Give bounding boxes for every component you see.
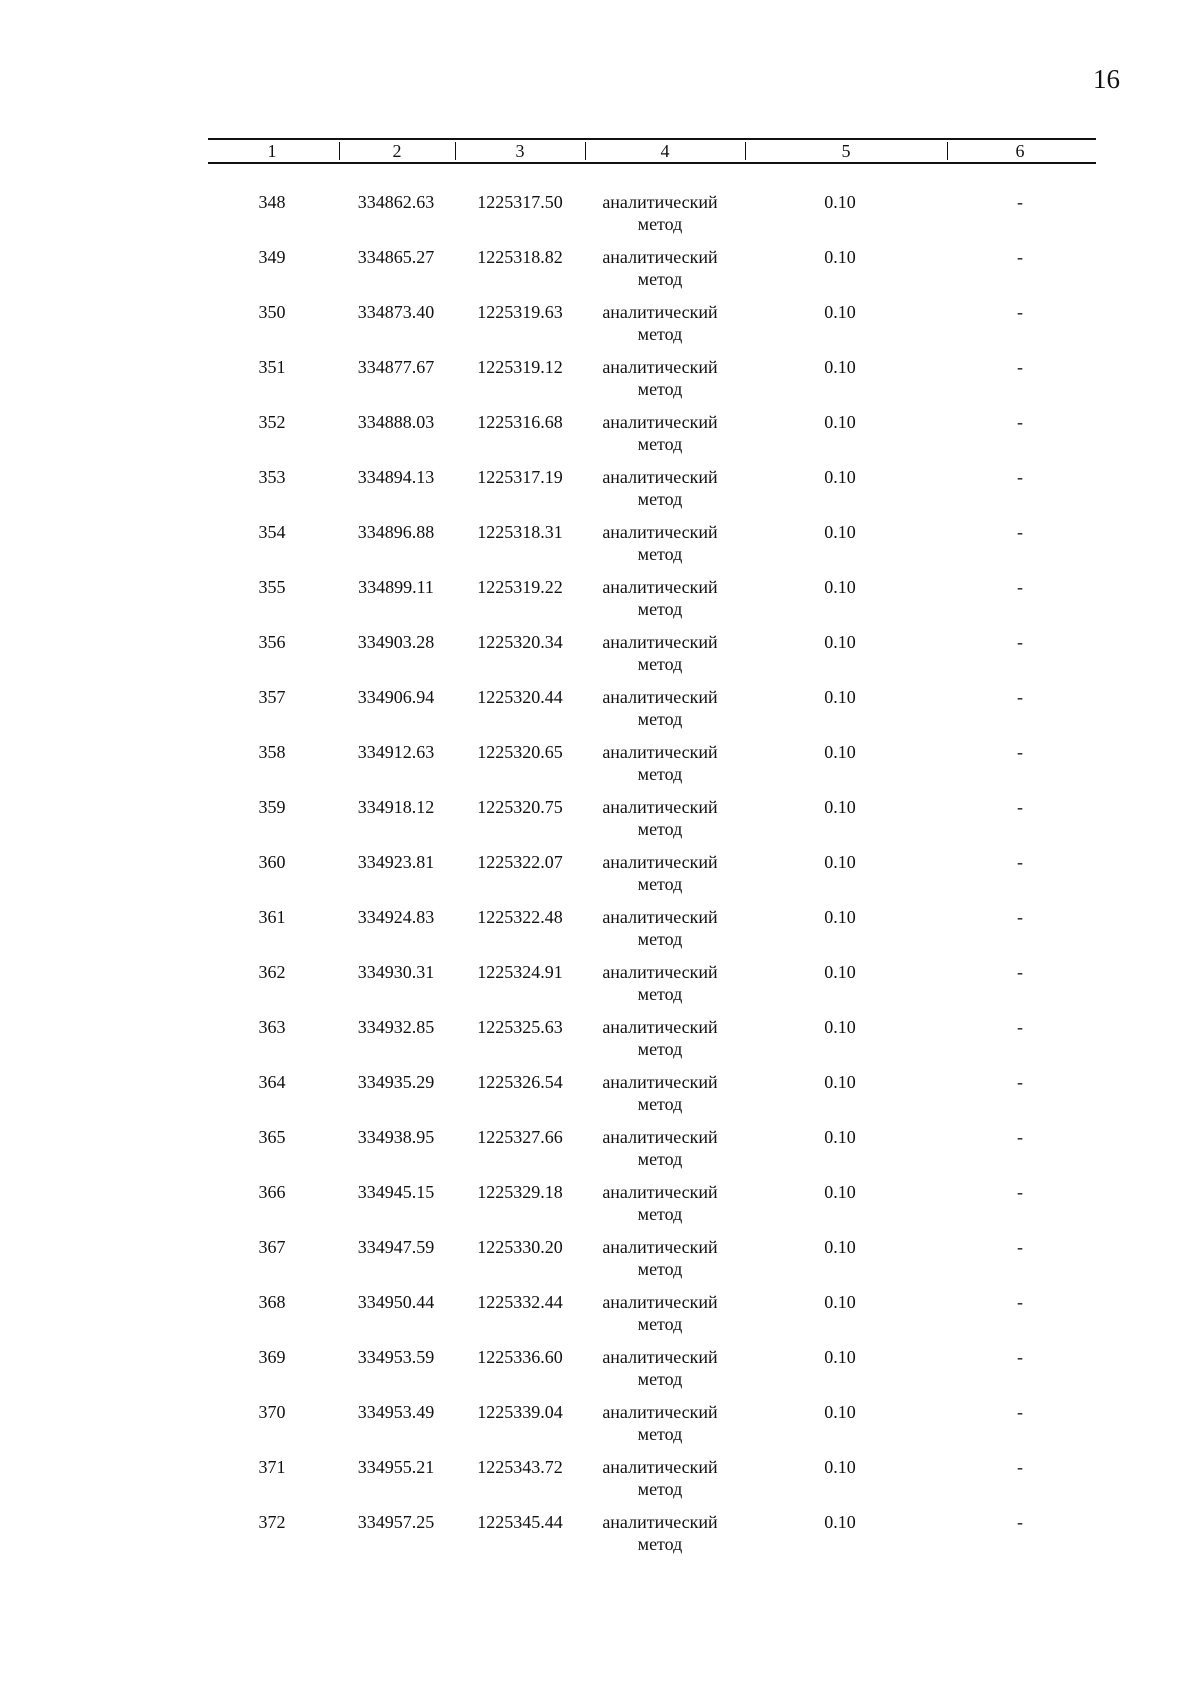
method-text-line-2: метод [637, 214, 683, 234]
note-value: - [1017, 247, 1023, 267]
column-header-2: 2 [392, 141, 402, 161]
coordinate-x: 334899.11 [358, 577, 434, 597]
method-text-line-2: метод [637, 1094, 683, 1114]
accuracy-value: 0.10 [824, 1182, 856, 1202]
point-number: 361 [258, 907, 286, 927]
table-row [0, 1344, 1200, 1399]
coordinate-y: 1225332.44 [477, 1292, 563, 1312]
accuracy-value: 0.10 [824, 302, 856, 322]
point-number: 354 [258, 522, 286, 542]
method-text-line-1: аналитический [602, 852, 718, 872]
table-row [0, 1454, 1200, 1509]
note-value: - [1017, 467, 1023, 487]
accuracy-value: 0.10 [824, 1457, 856, 1477]
method-cell [585, 851, 735, 895]
note-value: - [1017, 357, 1023, 377]
coordinate-x: 334947.59 [357, 1237, 435, 1257]
coordinate-y: 1225320.44 [477, 687, 563, 707]
coordinate-y: 1225330.20 [477, 1237, 563, 1257]
method-text-line-2: метод [637, 1149, 683, 1169]
coordinate-y: 1225326.54 [477, 1072, 563, 1092]
table-row [0, 1069, 1200, 1124]
method-text-line-2: метод [637, 1039, 683, 1059]
method-text-line-1: аналитический [602, 247, 718, 267]
table-row [0, 1179, 1200, 1234]
coordinate-y: 1225320.75 [477, 797, 563, 817]
table-row [0, 189, 1200, 244]
table-body [0, 189, 1200, 1564]
coordinate-x: 334896.88 [357, 522, 435, 542]
accuracy-value: 0.10 [824, 1072, 856, 1092]
table-row [0, 1509, 1200, 1564]
table-row [0, 849, 1200, 904]
method-cell [585, 1291, 735, 1335]
point-number: 365 [258, 1127, 286, 1147]
method-cell [585, 741, 735, 785]
method-cell [585, 356, 735, 400]
method-text-line-2: метод [637, 379, 683, 399]
method-cell [585, 906, 735, 950]
method-cell [585, 1401, 735, 1445]
accuracy-value: 0.10 [824, 467, 856, 487]
method-text-line-1: аналитический [602, 1347, 718, 1367]
method-text-line-1: аналитический [602, 577, 718, 597]
accuracy-value: 0.10 [824, 192, 856, 212]
coordinate-y: 1225345.44 [477, 1512, 563, 1532]
method-cell [585, 191, 735, 235]
method-text-line-2: метод [637, 654, 683, 674]
note-value: - [1017, 412, 1023, 432]
method-text-line-1: аналитический [602, 302, 718, 322]
method-text-line-1: аналитический [602, 907, 718, 927]
coordinate-x: 334938.95 [357, 1127, 435, 1147]
point-number: 362 [258, 962, 286, 982]
method-cell [585, 466, 735, 510]
method-cell [585, 1346, 735, 1390]
table-row [0, 519, 1200, 574]
table-row [0, 739, 1200, 794]
point-number: 353 [258, 467, 286, 487]
coordinate-x: 334935.29 [357, 1072, 435, 1092]
column-header-3: 3 [515, 141, 525, 161]
method-text-line-1: аналитический [602, 192, 718, 212]
coordinate-x: 334957.25 [357, 1512, 435, 1532]
coordinate-y: 1225318.31 [477, 522, 563, 542]
point-number: 355 [258, 577, 286, 597]
note-value: - [1017, 907, 1023, 927]
note-value: - [1017, 1237, 1023, 1257]
method-text-line-1: аналитический [602, 632, 718, 652]
method-cell [585, 686, 735, 730]
table-row [0, 244, 1200, 299]
method-cell [585, 1181, 735, 1225]
method-text-line-1: аналитический [602, 797, 718, 817]
method-text-line-2: метод [637, 929, 683, 949]
coordinate-y: 1225327.66 [477, 1127, 563, 1147]
coordinate-y: 1225343.72 [477, 1457, 563, 1477]
table-row [0, 299, 1200, 354]
note-value: - [1017, 962, 1023, 982]
accuracy-value: 0.10 [824, 1347, 856, 1367]
note-value: - [1017, 1347, 1023, 1367]
point-number: 366 [258, 1182, 286, 1202]
accuracy-value: 0.10 [824, 247, 856, 267]
coordinate-y: 1225322.48 [477, 907, 563, 927]
coordinate-x: 334953.49 [357, 1402, 435, 1422]
method-text-line-2: метод [637, 1259, 683, 1279]
accuracy-value: 0.10 [824, 1292, 856, 1312]
note-value: - [1017, 1512, 1023, 1532]
coordinate-x: 334953.59 [357, 1347, 435, 1367]
point-number: 364 [258, 1072, 286, 1092]
method-text-line-1: аналитический [602, 522, 718, 542]
coordinate-x: 334862.63 [357, 192, 435, 212]
method-text-line-1: аналитический [602, 1237, 718, 1257]
accuracy-value: 0.10 [824, 577, 856, 597]
point-number: 348 [258, 192, 286, 212]
method-text-line-1: аналитический [602, 1017, 718, 1037]
coordinate-x: 334873.40 [357, 302, 435, 322]
coordinate-y: 1225324.91 [477, 962, 563, 982]
table-row [0, 1399, 1200, 1454]
point-number: 368 [258, 1292, 286, 1312]
method-text-line-2: метод [637, 1534, 683, 1554]
point-number: 363 [258, 1017, 286, 1037]
coordinate-y: 1225336.60 [477, 1347, 563, 1367]
table-row [0, 904, 1200, 959]
point-number: 350 [258, 302, 286, 322]
note-value: - [1017, 742, 1023, 762]
coordinate-y: 1225319.12 [477, 357, 563, 377]
column-header-1: 1 [267, 141, 277, 161]
coordinate-y: 1225320.65 [477, 742, 563, 762]
method-text-line-2: метод [637, 489, 683, 509]
coordinate-x: 334903.28 [357, 632, 435, 652]
method-cell [585, 1236, 735, 1280]
method-text-line-2: метод [637, 1204, 683, 1224]
method-cell [585, 521, 735, 565]
note-value: - [1017, 522, 1023, 542]
note-value: - [1017, 687, 1023, 707]
table-row [0, 629, 1200, 684]
accuracy-value: 0.10 [824, 1237, 856, 1257]
coordinate-x: 334930.31 [357, 962, 435, 982]
note-value: - [1017, 1402, 1023, 1422]
method-text-line-2: метод [637, 1424, 683, 1444]
coordinate-y: 1225319.63 [477, 302, 563, 322]
accuracy-value: 0.10 [824, 797, 856, 817]
method-cell [585, 411, 735, 455]
note-value: - [1017, 632, 1023, 652]
coordinate-x: 334888.03 [357, 412, 435, 432]
method-cell [585, 1456, 735, 1500]
column-header-4: 4 [660, 141, 670, 161]
table-row [0, 684, 1200, 739]
method-text-line-1: аналитический [602, 357, 718, 377]
note-value: - [1017, 1017, 1023, 1037]
table-header [208, 138, 1096, 164]
coordinate-x: 334932.85 [357, 1017, 435, 1037]
method-text-line-2: метод [637, 434, 683, 454]
method-text-line-2: метод [637, 269, 683, 289]
method-text-line-2: метод [637, 819, 683, 839]
point-number: 349 [258, 247, 286, 267]
method-text-line-2: метод [637, 324, 683, 344]
note-value: - [1017, 577, 1023, 597]
point-number: 351 [258, 357, 286, 377]
coordinate-x: 334945.15 [357, 1182, 435, 1202]
coordinate-y: 1225320.34 [477, 632, 563, 652]
point-number: 359 [258, 797, 286, 817]
method-text-line-1: аналитический [602, 962, 718, 982]
column-header-5: 5 [841, 141, 851, 161]
method-text-line-1: аналитический [602, 1127, 718, 1147]
point-number: 371 [258, 1457, 286, 1477]
coordinate-x: 334894.13 [357, 467, 435, 487]
accuracy-value: 0.10 [824, 1127, 856, 1147]
method-cell [585, 1071, 735, 1115]
method-text-line-1: аналитический [602, 1457, 718, 1477]
method-text-line-1: аналитический [602, 1402, 718, 1422]
coordinate-x: 334924.83 [357, 907, 435, 927]
point-number: 356 [258, 632, 286, 652]
note-value: - [1017, 1182, 1023, 1202]
table-row [0, 409, 1200, 464]
accuracy-value: 0.10 [824, 687, 856, 707]
coordinate-x: 334918.12 [357, 797, 435, 817]
point-number: 367 [258, 1237, 286, 1257]
accuracy-value: 0.10 [824, 357, 856, 377]
method-text-line-1: аналитический [602, 412, 718, 432]
method-cell [585, 246, 735, 290]
coordinate-x: 334865.27 [357, 247, 435, 267]
method-cell [585, 1016, 735, 1060]
table-row [0, 794, 1200, 849]
accuracy-value: 0.10 [824, 907, 856, 927]
point-number: 370 [258, 1402, 286, 1422]
table-row [0, 959, 1200, 1014]
method-text-line-1: аналитический [602, 742, 718, 762]
method-text-line-2: метод [637, 544, 683, 564]
coordinate-y: 1225316.68 [477, 412, 563, 432]
accuracy-value: 0.10 [824, 522, 856, 542]
note-value: - [1017, 852, 1023, 872]
method-text-line-2: метод [637, 709, 683, 729]
method-text-line-2: метод [637, 1314, 683, 1334]
point-number: 352 [258, 412, 286, 432]
note-value: - [1017, 192, 1023, 212]
method-cell [585, 796, 735, 840]
accuracy-value: 0.10 [824, 1017, 856, 1037]
table-row [0, 574, 1200, 629]
coordinate-y: 1225319.22 [477, 577, 563, 597]
note-value: - [1017, 302, 1023, 322]
method-cell [585, 576, 735, 620]
method-text-line-1: аналитический [602, 1512, 718, 1532]
coordinate-x: 334955.21 [357, 1457, 435, 1477]
coordinate-y: 1225339.04 [477, 1402, 563, 1422]
coordinate-y: 1225318.82 [477, 247, 563, 267]
method-cell [585, 1511, 735, 1555]
coordinate-y: 1225325.63 [477, 1017, 563, 1037]
table-row [0, 464, 1200, 519]
point-number: 372 [258, 1512, 286, 1532]
table-row [0, 354, 1200, 409]
note-value: - [1017, 1127, 1023, 1147]
accuracy-value: 0.10 [824, 1512, 856, 1532]
coordinate-y: 1225317.50 [477, 192, 563, 212]
point-number: 369 [258, 1347, 286, 1367]
method-text-line-2: метод [637, 599, 683, 619]
coordinate-x: 334923.81 [357, 852, 435, 872]
method-text-line-1: аналитический [602, 467, 718, 487]
coordinate-x: 334912.63 [357, 742, 435, 762]
method-text-line-1: аналитический [602, 1292, 718, 1312]
accuracy-value: 0.10 [824, 1402, 856, 1422]
method-text-line-2: метод [637, 764, 683, 784]
page-number: 16 [1093, 64, 1120, 94]
method-cell [585, 301, 735, 345]
coordinate-y: 1225317.19 [477, 467, 563, 487]
accuracy-value: 0.10 [824, 962, 856, 982]
method-text-line-2: метод [637, 1369, 683, 1389]
table-row [0, 1289, 1200, 1344]
point-number: 358 [258, 742, 286, 762]
coordinate-y: 1225322.07 [477, 852, 563, 872]
method-cell [585, 631, 735, 675]
method-text-line-2: метод [637, 984, 683, 1004]
note-value: - [1017, 1457, 1023, 1477]
method-text-line-1: аналитический [602, 1072, 718, 1092]
method-cell [585, 961, 735, 1005]
point-number: 357 [258, 687, 286, 707]
point-number: 360 [258, 852, 286, 872]
note-value: - [1017, 797, 1023, 817]
accuracy-value: 0.10 [824, 412, 856, 432]
method-text-line-2: метод [637, 1479, 683, 1499]
coordinate-x: 334877.67 [357, 357, 435, 377]
note-value: - [1017, 1292, 1023, 1312]
coordinate-x: 334950.44 [357, 1292, 435, 1312]
accuracy-value: 0.10 [824, 632, 856, 652]
method-text-line-1: аналитический [602, 1182, 718, 1202]
method-text-line-2: метод [637, 874, 683, 894]
accuracy-value: 0.10 [824, 852, 856, 872]
table-row [0, 1014, 1200, 1069]
method-cell [585, 1126, 735, 1170]
table-row [0, 1124, 1200, 1179]
accuracy-value: 0.10 [824, 742, 856, 762]
column-header-6: 6 [1015, 141, 1025, 161]
table-row [0, 1234, 1200, 1289]
method-text-line-1: аналитический [602, 687, 718, 707]
note-value: - [1017, 1072, 1023, 1092]
coordinate-y: 1225329.18 [477, 1182, 563, 1202]
coordinate-x: 334906.94 [357, 687, 435, 707]
